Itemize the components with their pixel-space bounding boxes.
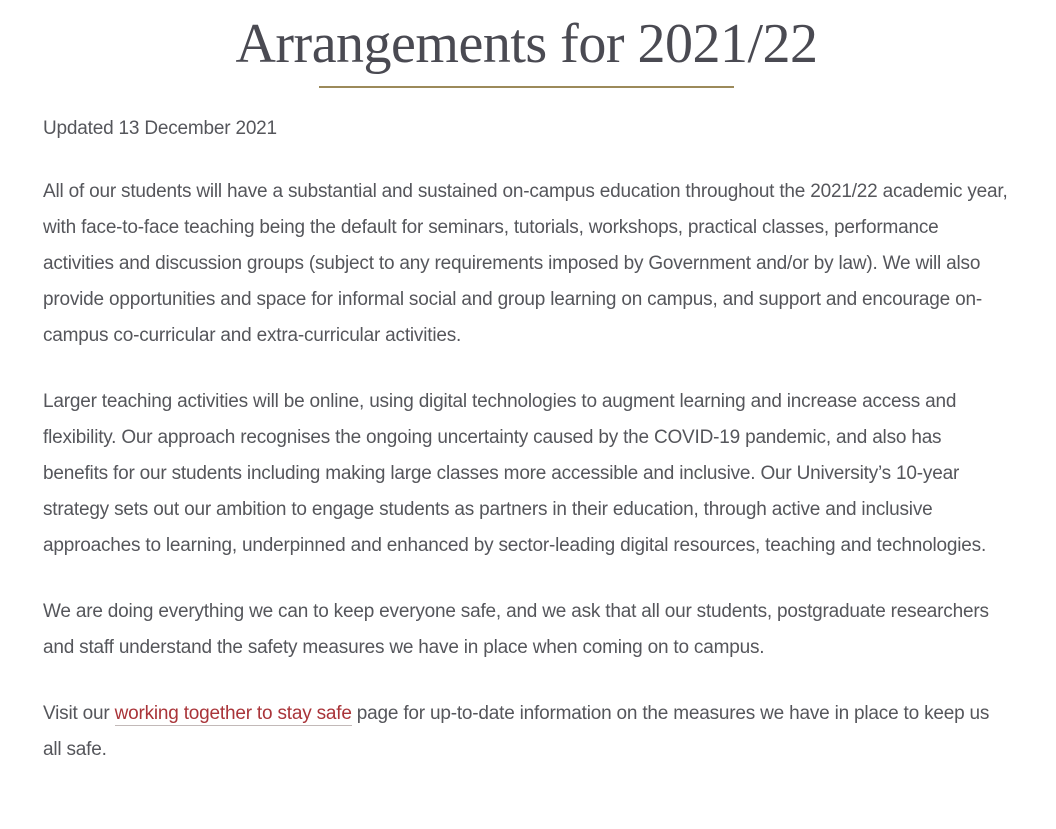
closing-paragraph	[43, 696, 1010, 768]
updated-date: Updated 13 December 2021	[43, 118, 277, 140]
body-paragraph-safety: We are doing everything we can to keep everyone safe, and we ask that all our students, postgraduate researchers and staff understand the safety measures we have in place when coming on to campus.	[43, 601, 989, 659]
article	[0, 12, 1056, 768]
closing-text-before: Visit our	[43, 703, 115, 725]
title-underline-rule	[319, 86, 734, 88]
page-title: Arrangements for 2021/22	[235, 13, 818, 75]
closing-text-after: page for up-to-date information on the measures we have in place to keep us all safe.	[43, 703, 990, 761]
working-together-to-stay-safe-link[interactable]: working together to stay safe	[114, 703, 352, 725]
body-paragraph-oncampus: All of our students will have a substantial and sustained on-campus education throughout the 2021/22 academic year, with face-to-face teaching being the default for seminars, tutorials, workshops, practical classes, performance activities and discussion groups (subject to any requirements imposed by Government and/or by law). We will also provide opportunities and space for informal social and group learning on campus, and support and encourage on-campus co-curricular and extra-curricular activities.	[43, 181, 1008, 347]
body-paragraph-online: Larger teaching activities will be online, using digital technologies to augment learning and increase access and flexibility. Our approach recognises the ongoing uncertainty caused by the COVID-19 pandemic, and also has benefits for our students including making large classes more accessible and inclusive. Our University’s 10-year strategy sets out our ambition to engage students as partners in their education, through active and inclusive approaches to learning, underpinned and enhanced by sector-leading digital resources, teaching and technologies.	[43, 391, 987, 557]
